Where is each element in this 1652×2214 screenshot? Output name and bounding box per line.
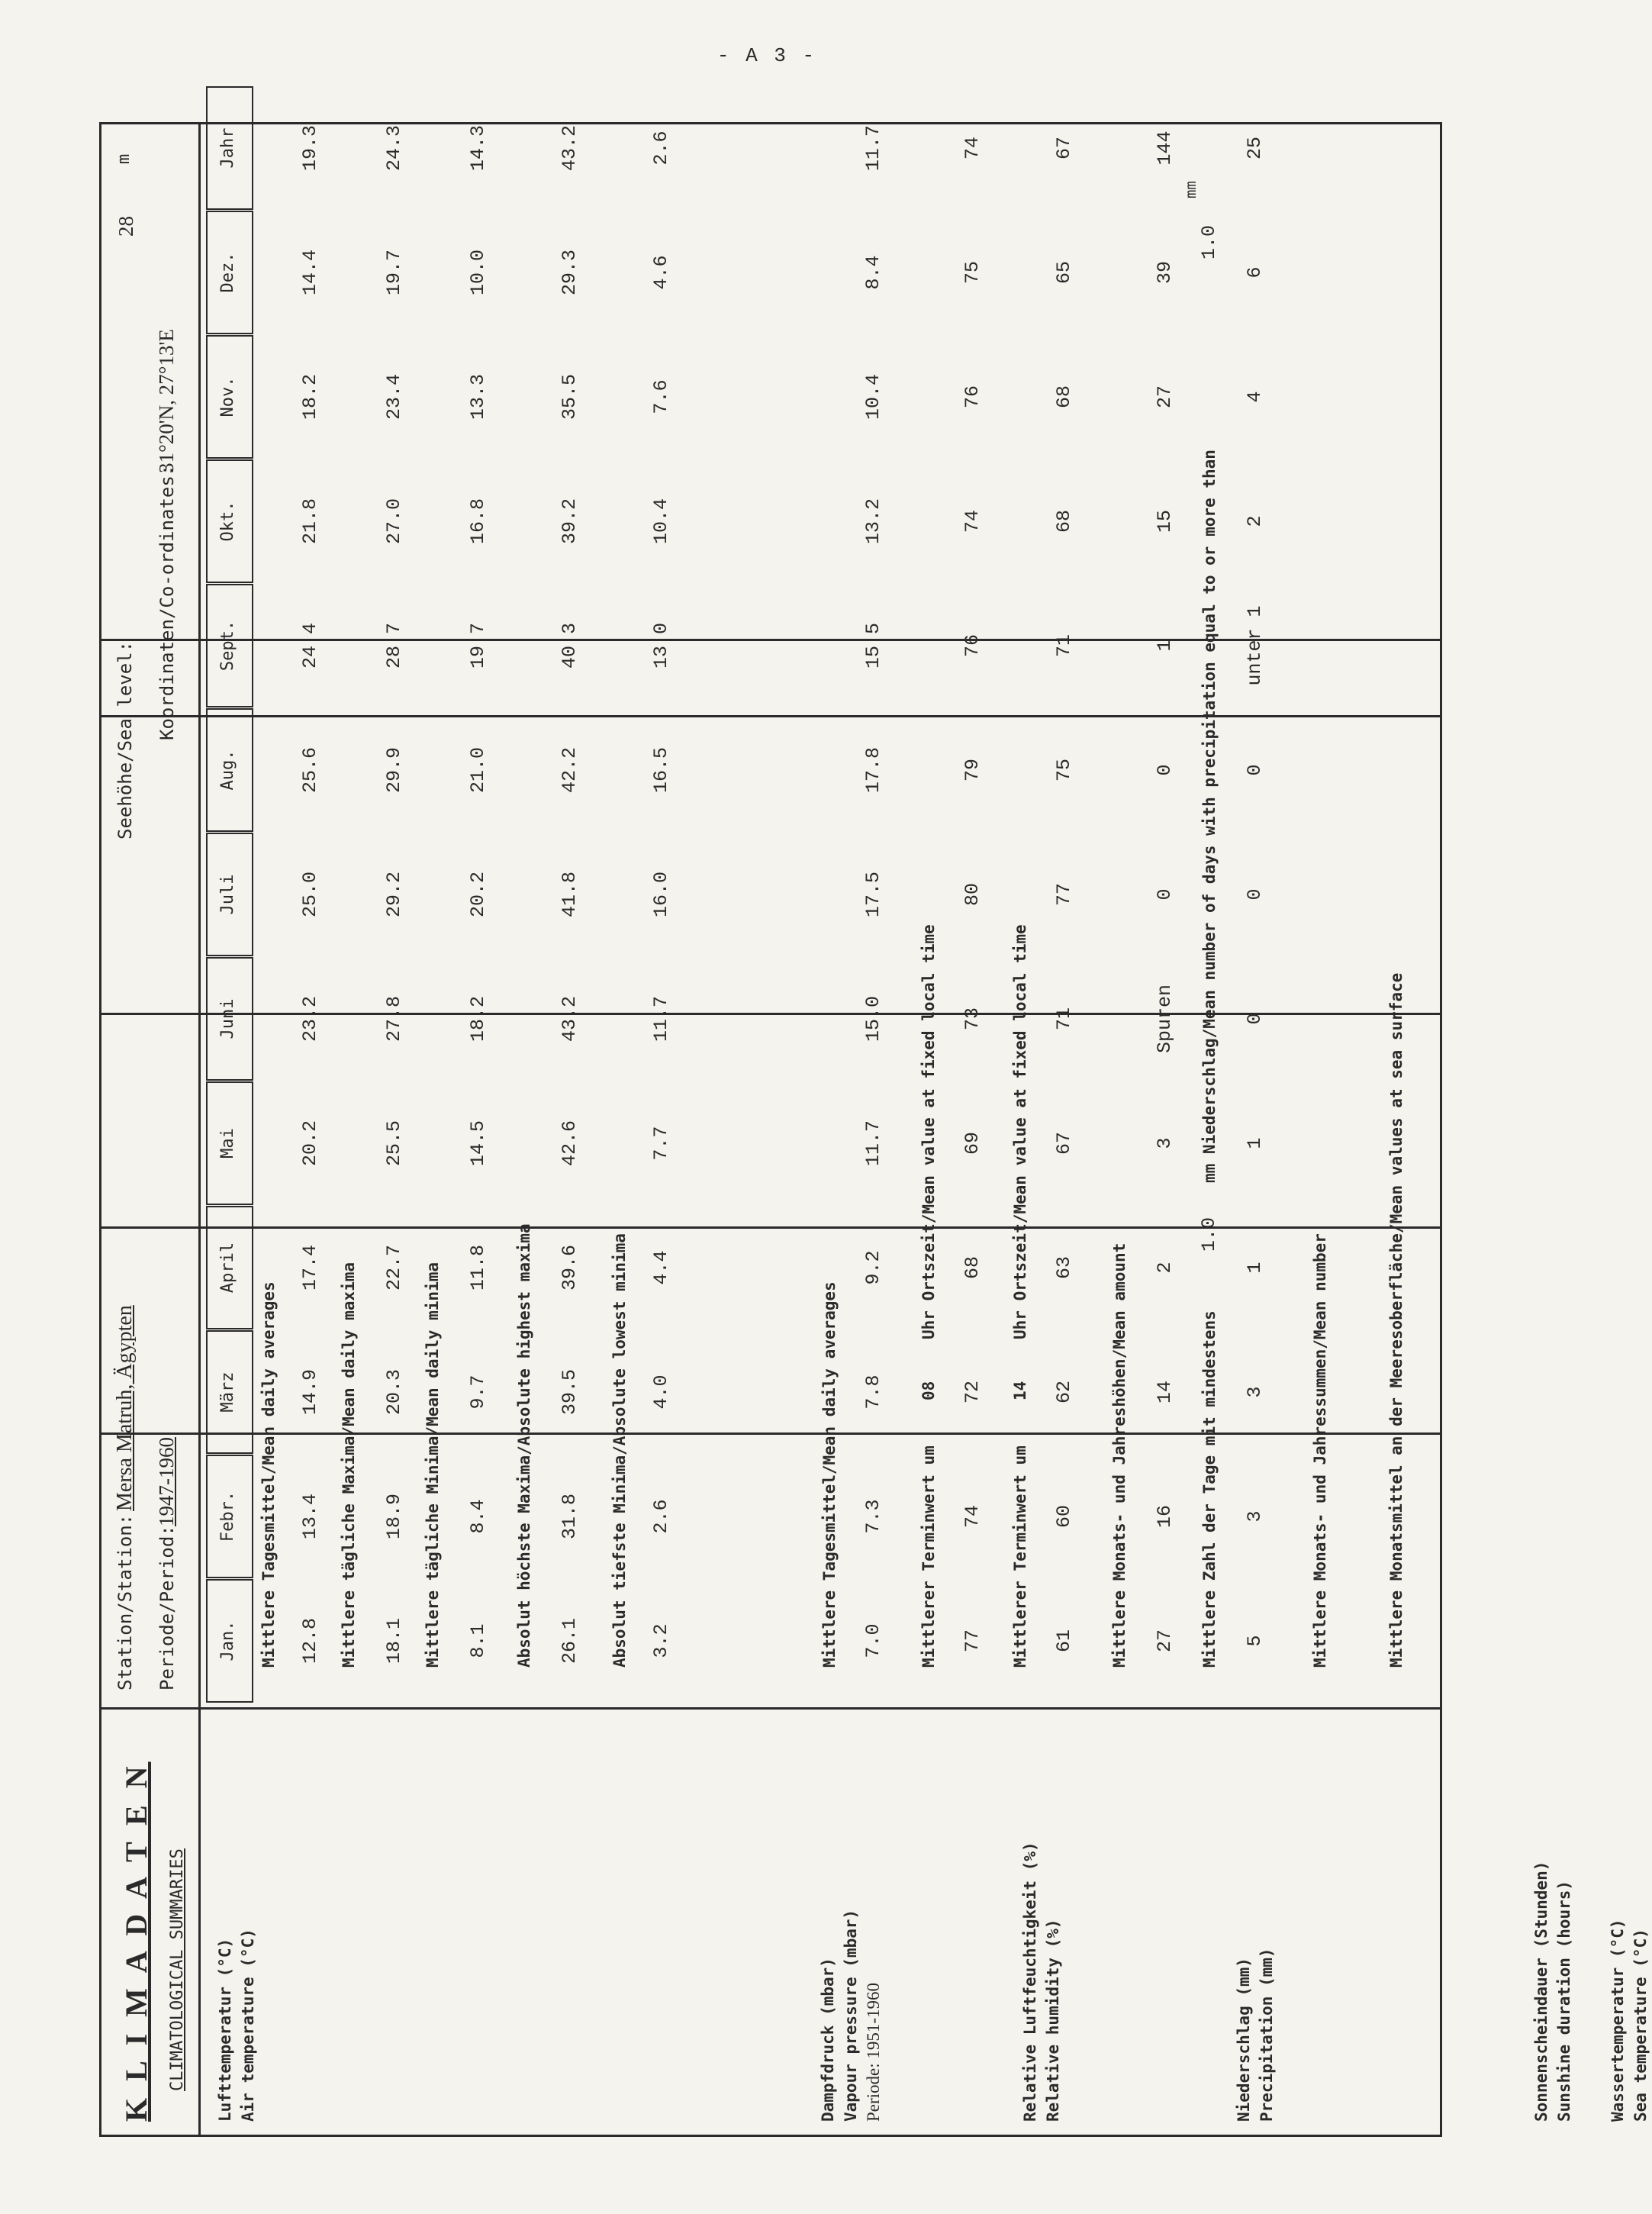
- title-divider: [99, 1707, 1442, 1710]
- month-label: Jahr: [218, 127, 237, 169]
- row-header-hum-08-c: Uhr Ortszeit/Mean value at fixed local time: [919, 924, 938, 1339]
- vapour-label-1: Dampfdruck (mbar): [819, 1958, 837, 2122]
- coords-label: Koordinaten/Co-ordinates:: [156, 464, 178, 740]
- temp-label-2: Air temperature (°C): [239, 1929, 257, 2122]
- cell-mean-daily: 23.2: [299, 996, 321, 1043]
- cell-daily-max: 20.3: [383, 1369, 405, 1416]
- vapour-label-2: Vapour pressure (mbar): [842, 1909, 860, 2122]
- cell-hum-08: 69: [961, 1132, 984, 1155]
- cell-abs-max: 43.2: [559, 996, 581, 1043]
- month-label: März: [218, 1371, 237, 1413]
- cell-daily-max: 23.4: [383, 374, 405, 421]
- cell-abs-max: 43.2: [559, 125, 581, 172]
- cell-hum-08: 72: [961, 1381, 984, 1404]
- cell-precip-amount: 0: [1154, 764, 1176, 776]
- cell-vapour: 7.3: [862, 1499, 884, 1534]
- cell-abs-max: 39.5: [559, 1369, 581, 1416]
- cell-abs-min: 7.6: [650, 379, 672, 414]
- month-label: Juni: [218, 998, 237, 1039]
- cell-hum-08: 74: [961, 510, 984, 533]
- cell-mean-daily: 14.9: [299, 1369, 321, 1416]
- cell-precip-days: 3: [1244, 1510, 1266, 1523]
- cell-daily-max: 28.7: [383, 623, 405, 669]
- cell-daily-min: 8.1: [467, 1623, 489, 1658]
- cell-vapour: 9.2: [862, 1250, 884, 1285]
- cell-hum-08: 77: [961, 1629, 984, 1653]
- cell-abs-max: 31.8: [559, 1494, 581, 1540]
- cell-hum-14: 77: [1053, 883, 1075, 907]
- month-label: Nov.: [218, 376, 237, 417]
- cell-precip-amount: 2: [1154, 1262, 1176, 1274]
- cell-hum-08: 76: [961, 634, 984, 658]
- cell-mean-daily: 21.8: [299, 498, 321, 545]
- cell-mean-daily: 25.6: [299, 747, 321, 794]
- cell-hum-14: 71: [1053, 1007, 1075, 1031]
- cell-abs-min: 4.4: [650, 1250, 672, 1285]
- row-header-precip-days-c: mm Niederschlag/Mean number of days with precipitation equal to or more than: [1200, 450, 1219, 1183]
- cell-hum-14: 68: [1053, 510, 1075, 533]
- cell-precip-days: 1: [1244, 1262, 1266, 1274]
- cell-daily-max: 18.1: [383, 1618, 405, 1665]
- cell-vapour: 13.2: [862, 498, 884, 545]
- climate-table: [99, 122, 1650, 2137]
- cell-hum-14: 71: [1053, 634, 1075, 658]
- cell-vapour: 17.5: [862, 872, 884, 918]
- month-label: Sept.: [218, 620, 237, 672]
- cell-precip-days: 5: [1244, 1635, 1266, 1647]
- cell-precip-days: 0: [1244, 888, 1266, 901]
- station-value: Mersa Matruh, Ägypten: [113, 1305, 137, 1511]
- cell-abs-max: 42.6: [559, 1120, 581, 1167]
- cell-abs-min: 4.6: [650, 255, 672, 290]
- row-header-precip-days-b: 1.0: [1198, 1217, 1220, 1252]
- row-header-daily-max: Mittlere tägliche Maxima/Mean daily maxima: [340, 1262, 358, 1668]
- cell-abs-min: 4.0: [650, 1374, 672, 1410]
- cell-precip-amount: Spuren: [1154, 985, 1176, 1054]
- cell-abs-max: 35.5: [559, 374, 581, 421]
- row-header-mean-daily: Mittlere Tagesmittel/Mean daily averages: [259, 1281, 278, 1668]
- cell-mean-daily: 24.4: [299, 623, 321, 669]
- cell-hum-08: 76: [961, 385, 984, 409]
- row-header-abs-min: Absolut tiefste Minima/Absolute lowest minima: [610, 1233, 629, 1668]
- cell-abs-max: 40.3: [559, 623, 581, 669]
- cell-daily-min: 11.8: [467, 1245, 489, 1291]
- cell-precip-amount: 14: [1154, 1381, 1176, 1404]
- cell-hum-14: 67: [1053, 137, 1075, 160]
- row-header-hum-14-b: 14: [1011, 1381, 1029, 1400]
- header-divider: [198, 122, 201, 2137]
- cell-hum-14: 68: [1053, 385, 1075, 409]
- month-label: Mai: [218, 1128, 237, 1159]
- cell-abs-max: 39.6: [559, 1245, 581, 1291]
- cell-hum-08: 80: [961, 883, 984, 907]
- cell-daily-min: 14.5: [467, 1120, 489, 1167]
- sea-label-2: Sea temperature (°C): [1631, 1929, 1650, 2122]
- cell-precip-amount: 39: [1154, 261, 1176, 285]
- cell-hum-14: 65: [1053, 261, 1075, 285]
- cell-precip-amount: 27: [1154, 385, 1176, 409]
- cell-vapour: 7.0: [862, 1623, 884, 1658]
- cell-mean-daily: 12.8: [299, 1618, 321, 1665]
- cell-daily-min: 9.7: [467, 1374, 489, 1410]
- cell-abs-max: 26.1: [559, 1618, 581, 1665]
- sunshine-label-1: Sonnenscheindauer (Stunden): [1532, 1861, 1551, 2122]
- cell-mean-daily: 13.4: [299, 1494, 321, 1540]
- cell-daily-max: 27.0: [383, 498, 405, 545]
- cell-daily-max: 22.7: [383, 1245, 405, 1291]
- cell-hum-14: 62: [1053, 1381, 1075, 1404]
- row-header-sea: Mittlere Monatsmittel an der Meeresoberfläche/Mean values at sea surface: [1387, 972, 1406, 1668]
- cell-precip-days: 0: [1244, 764, 1266, 776]
- cell-vapour: 11.7: [862, 125, 884, 172]
- cell-precip-days: unter 1: [1244, 605, 1266, 686]
- sea-level-unit: m: [114, 153, 134, 164]
- cell-abs-min: 13.0: [650, 623, 672, 669]
- sunshine-label-2: Sunshine duration (hours): [1555, 1880, 1573, 2122]
- coords-value: 31°20'N, 27°13'E: [155, 329, 178, 473]
- cell-precip-amount: 3: [1154, 1137, 1176, 1149]
- row-header-hum-08-a: Mittlerer Terminwert um: [919, 1445, 938, 1668]
- row-header-precip-days-e: mm: [1183, 181, 1200, 198]
- cell-precip-days: 1: [1244, 1137, 1266, 1149]
- cell-precip-amount: 27: [1154, 1629, 1176, 1653]
- cell-hum-08: 74: [961, 1505, 984, 1529]
- cell-abs-min: 3.2: [650, 1623, 672, 1658]
- cell-daily-min: 14.3: [467, 125, 489, 172]
- cell-daily-min: 8.4: [467, 1499, 489, 1534]
- cell-abs-max: 41.8: [559, 872, 581, 918]
- cell-daily-max: 24.3: [383, 125, 405, 172]
- row-header-abs-max: Absolut höchste Maxima/Absolute highest maxima: [515, 1223, 533, 1668]
- row-header-sunshine: Mittlere Monats- und Jahressummen/Mean number: [1311, 1233, 1329, 1668]
- month-label: Dez.: [218, 252, 237, 293]
- cell-mean-daily: 20.2: [299, 1120, 321, 1167]
- cell-daily-min: 21.0: [467, 747, 489, 794]
- subtitle: CLIMATOLOGICAL SUMMARIES: [168, 1848, 187, 2091]
- month-label: Okt.: [218, 501, 237, 542]
- cell-precip-amount: 144: [1154, 131, 1176, 166]
- row-header-precip-days-d: 1.0: [1198, 224, 1220, 259]
- cell-abs-min: 11.7: [650, 996, 672, 1043]
- cell-abs-max: 42.2: [559, 747, 581, 794]
- row-header-precip-amount: Mittlere Monats- und Jahreshöhen/Mean amount: [1110, 1242, 1129, 1668]
- cell-abs-min: 2.6: [650, 131, 672, 166]
- cell-mean-daily: 18.2: [299, 374, 321, 421]
- cell-hum-14: 61: [1053, 1629, 1075, 1653]
- row-header-vapour: Mittlere Tagesmittel/Mean daily averages: [820, 1281, 839, 1668]
- cell-precip-days: 25: [1244, 137, 1266, 160]
- row-header-precip-days-a: Mittlere Zahl der Tage mit mindestens: [1200, 1310, 1219, 1668]
- month-label: Aug.: [218, 749, 237, 791]
- month-label: Febr.: [218, 1491, 237, 1542]
- cell-daily-min: 19.7: [467, 623, 489, 669]
- cell-abs-min: 16.5: [650, 747, 672, 794]
- cell-hum-08: 79: [961, 759, 984, 782]
- month-label: Jan.: [218, 1620, 237, 1661]
- cell-daily-max: 25.5: [383, 1120, 405, 1167]
- title: K L I M A D A T E N: [119, 1761, 153, 2122]
- cell-daily-max: 18.9: [383, 1494, 405, 1540]
- cell-precip-amount: 16: [1154, 1505, 1176, 1529]
- row-header-hum-14-a: Mittlerer Terminwert um: [1011, 1445, 1029, 1668]
- cell-vapour: 15.0: [862, 996, 884, 1043]
- period-label: Periode/Period:: [156, 1525, 178, 1690]
- cell-abs-min: 7.7: [650, 1126, 672, 1161]
- sea-level-label: Seehöhe/Sea level:: [114, 640, 136, 840]
- cell-abs-min: 10.4: [650, 498, 672, 545]
- cell-mean-daily: 17.4: [299, 1245, 321, 1291]
- cell-daily-max: 19.7: [383, 250, 405, 296]
- cell-precip-days: 0: [1244, 1013, 1266, 1025]
- cell-hum-08: 73: [961, 1007, 984, 1031]
- cell-hum-14: 67: [1053, 1132, 1075, 1155]
- cell-abs-max: 39.2: [559, 498, 581, 545]
- humidity-label-1: Relative Luftfeuchtigkeit (%): [1021, 1842, 1039, 2122]
- cell-hum-08: 74: [961, 137, 984, 160]
- period-value: 1947-1960: [155, 1437, 178, 1526]
- cell-precip-days: 6: [1244, 266, 1266, 279]
- cell-precip-amount: 15: [1154, 510, 1176, 533]
- cell-mean-daily: 19.3: [299, 125, 321, 172]
- cell-vapour: 10.4: [862, 374, 884, 421]
- cell-vapour: 8.4: [862, 255, 884, 290]
- row-header-daily-min: Mittlere tägliche Minima/Mean daily minima: [423, 1262, 442, 1668]
- cell-vapour: 17.8: [862, 747, 884, 794]
- cell-abs-max: 29.3: [559, 250, 581, 296]
- cell-hum-08: 75: [961, 261, 984, 285]
- humidity-label-2: Relative humidity (%): [1044, 1919, 1062, 2122]
- cell-vapour: 11.7: [862, 1120, 884, 1167]
- cell-hum-14: 75: [1053, 759, 1075, 782]
- page-number: - A 3 -: [717, 44, 817, 67]
- cell-precip-days: 4: [1244, 391, 1266, 403]
- cell-daily-max: 27.8: [383, 996, 405, 1043]
- cell-abs-min: 2.6: [650, 1499, 672, 1534]
- cell-hum-14: 63: [1053, 1256, 1075, 1280]
- month-label: Juli: [218, 874, 237, 915]
- cell-daily-min: 16.8: [467, 498, 489, 545]
- vapour-label-3: Periode: 1951-1960: [864, 1982, 883, 2122]
- cell-precip-days: 2: [1244, 515, 1266, 527]
- cell-vapour: 7.8: [862, 1374, 884, 1410]
- cell-daily-min: 18.2: [467, 996, 489, 1043]
- cell-daily-max: 29.9: [383, 747, 405, 794]
- station-label: Station/Station:: [114, 1513, 136, 1690]
- row-header-hum-14-c: Uhr Ortszeit/Mean value at fixed local time: [1011, 924, 1029, 1339]
- sea-label-1: Wassertemperatur (°C): [1609, 1919, 1627, 2122]
- temp-label-1: Lufttemperatur (°C): [216, 1938, 234, 2122]
- cell-mean-daily: 25.0: [299, 872, 321, 918]
- precip-label-1: Niederschlag (mm): [1235, 1958, 1253, 2122]
- cell-hum-14: 60: [1053, 1505, 1075, 1529]
- row-header-hum-08-b: 08: [919, 1381, 938, 1400]
- cell-abs-min: 16.0: [650, 872, 672, 918]
- cell-daily-min: 13.3: [467, 374, 489, 421]
- cell-precip-days: 3: [1244, 1386, 1266, 1398]
- month-label: April: [218, 1242, 237, 1294]
- cell-precip-amount: 0: [1154, 888, 1176, 901]
- cell-daily-min: 10.0: [467, 250, 489, 296]
- cell-vapour: 15.5: [862, 623, 884, 669]
- cell-daily-max: 29.2: [383, 872, 405, 918]
- sea-level-value: 28: [114, 216, 137, 237]
- cell-hum-08: 68: [961, 1256, 984, 1280]
- precip-label-2: Precipitation (mm): [1258, 1948, 1276, 2122]
- cell-precip-amount: 1: [1154, 640, 1176, 652]
- cell-daily-min: 20.2: [467, 872, 489, 918]
- cell-mean-daily: 14.4: [299, 250, 321, 296]
